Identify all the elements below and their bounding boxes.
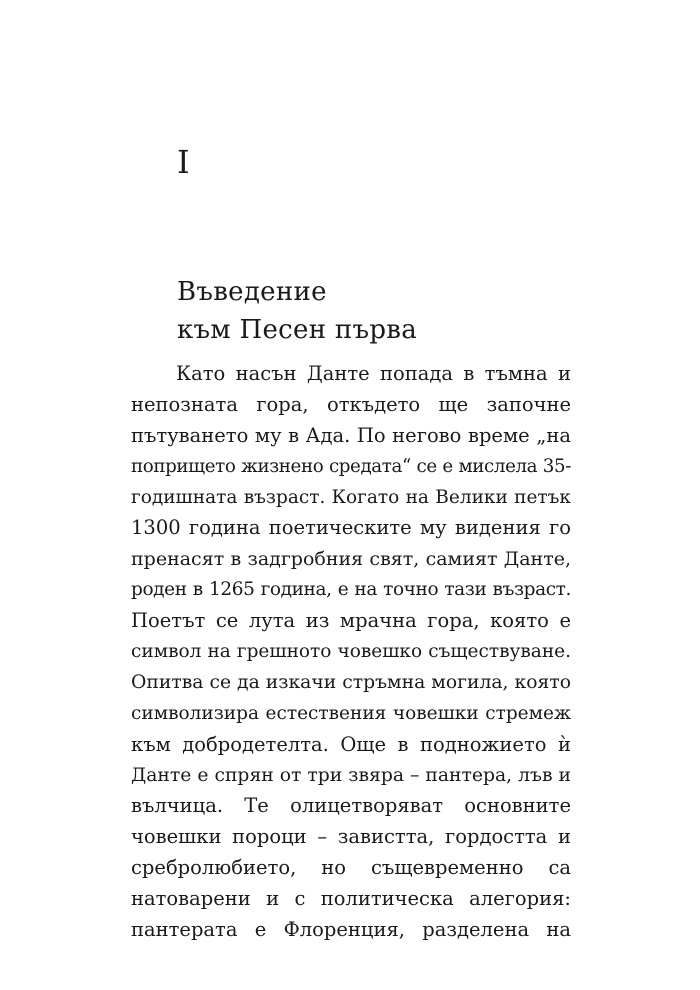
body-line: натоварени и с политическа алегория: xyxy=(131,887,571,911)
body-line: Като насън Данте попада в тъмна и xyxy=(176,362,571,385)
body-line: символ на грешното човешко съществуване. xyxy=(131,641,571,663)
body-line: Опитва се да изкачи стръмна могила, която xyxy=(131,671,571,693)
body-line: вълчица. Те олицетворяват основните xyxy=(131,794,571,818)
body-line: човешки пороци – завистта, гордостта и xyxy=(131,825,571,849)
chapter-number: I xyxy=(177,143,190,181)
chapter-title-line-2: към Песен първа xyxy=(177,315,418,345)
body-line: символизира естествения човешки стремеж xyxy=(131,702,571,724)
body-line: пантерата е Флоренция, разделена на xyxy=(131,918,571,942)
body-line: пренасят в задгробния свят, самият Данте, xyxy=(131,548,571,571)
chapter-title-line-1: Въведение xyxy=(177,277,327,307)
body-line: към добродетелта. Още в подножието ѝ xyxy=(131,732,571,756)
body-line: годишната възраст. Когато на Велики петък xyxy=(131,486,571,508)
chapter-title xyxy=(177,273,417,349)
body-text xyxy=(131,359,571,946)
body-line: попрището жизнено средата“ се е мислела 35- xyxy=(131,455,571,477)
body-line: непозната гора, откъдето ще започне xyxy=(131,392,571,416)
body-line: Поетът се лута из мрачна гора, която е xyxy=(131,609,571,633)
body-line: пътуването му в Ада. По негово време „на xyxy=(131,423,571,447)
body-line: 1300 година поетическите му видения го xyxy=(131,516,571,540)
body-line: роден в 1265 година, е на точно тази възраст. xyxy=(131,579,571,601)
body-line: Данте е спрян от три звяра – пантера, лъв и xyxy=(131,764,571,786)
body-line: сребролюбието, но същевременно са xyxy=(131,856,571,880)
